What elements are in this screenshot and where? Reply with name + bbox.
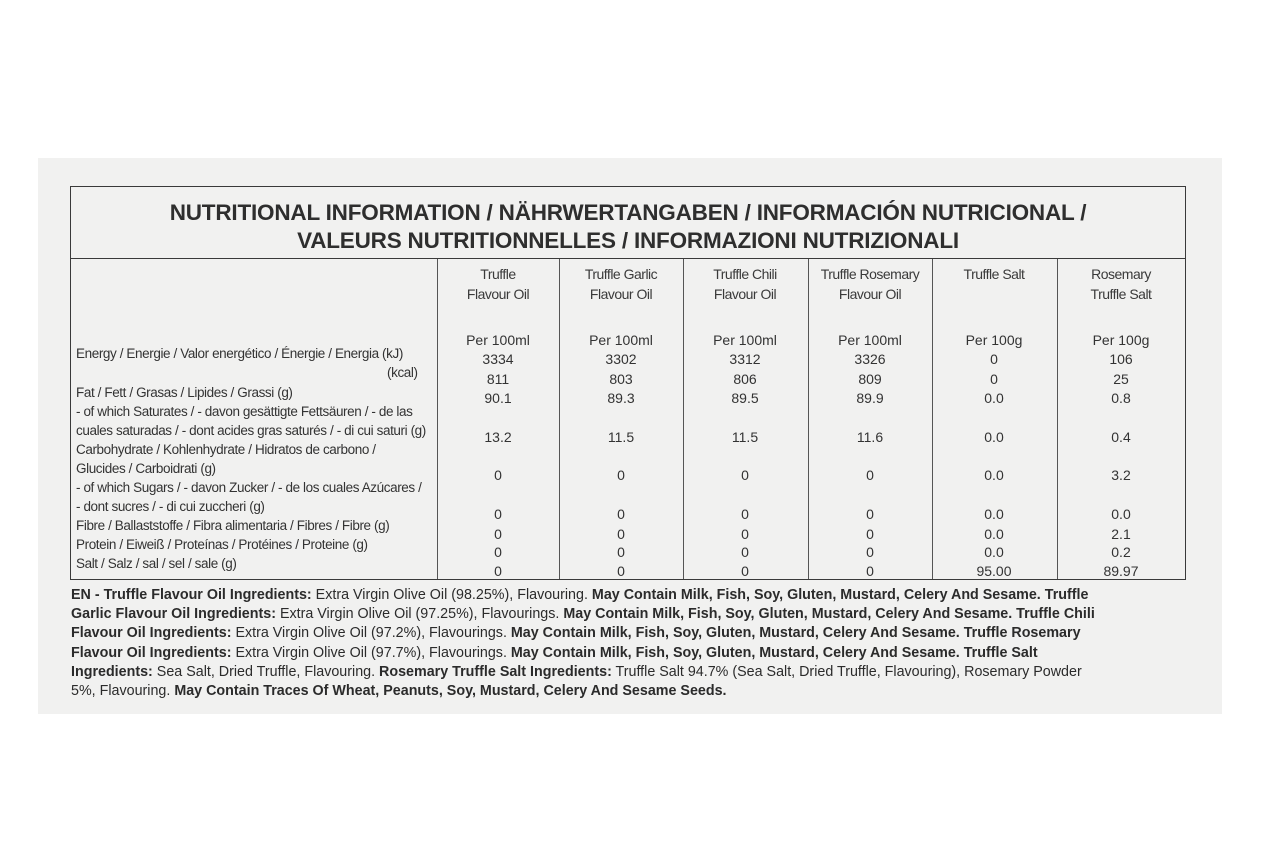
row-label-protein: Protein / Eiweiß / Proteínas / Protéines / Proteine (g) <box>76 537 368 552</box>
value-protein: 0.0 <box>984 544 1004 560</box>
value-fat: 89.9 <box>856 390 884 406</box>
row-label-sugars: - of which Sugars / - davon Zucker / - de los cuales Azúcares / <box>76 480 422 495</box>
value-fat: 90.1 <box>484 390 512 406</box>
row-label-energy-kcal: (kcal) <box>387 365 418 380</box>
value-saturates: 11.5 <box>731 429 759 445</box>
value-carbs: 0 <box>866 467 874 483</box>
value-fat: 0.0 <box>984 390 1004 406</box>
value-carbs: 3.2 <box>1111 467 1131 483</box>
value-energy-kj: 3312 <box>729 351 761 367</box>
column-divider <box>932 259 933 579</box>
column-header-3: Truffle Chili Flavour Oil <box>713 266 777 302</box>
nutrition-label <box>38 158 1222 714</box>
value-energy-kcal: 811 <box>486 371 510 387</box>
value-energy-kj: 106 <box>1109 351 1133 367</box>
value-saturates: 0.4 <box>1111 429 1131 445</box>
value-sugars: 0 <box>866 506 874 522</box>
value-fat: 89.5 <box>731 390 759 406</box>
row-label-carbohydrate: Carbohydrate / Kohlenhydrate / Hidratos de carbono / <box>76 442 376 457</box>
row-label-carbohydrate-cont: Glucides / Carboidrati (g) <box>76 461 216 476</box>
value-carbs: 0 <box>617 467 625 483</box>
value-energy-kcal: 809 <box>858 371 882 387</box>
value-fibre: 0.0 <box>984 526 1004 542</box>
value-fibre: 0 <box>866 526 874 542</box>
column-unit: Per 100ml <box>466 332 530 348</box>
value-saturates: 0.0 <box>984 429 1004 445</box>
value-fat: 89.3 <box>607 390 635 406</box>
value-protein: 0 <box>741 544 749 560</box>
value-saturates: 11.6 <box>856 429 884 445</box>
column-divider <box>808 259 809 579</box>
value-carbs: 0 <box>741 467 749 483</box>
row-label-saturates-cont: cuales saturadas / - dont acides gras saturés / - di cui saturi (g) <box>76 423 426 438</box>
value-salt: 0 <box>741 563 749 579</box>
value-sugars: 0 <box>494 506 502 522</box>
value-salt: 89.97 <box>1103 563 1139 579</box>
column-divider <box>559 259 560 579</box>
table-title <box>71 187 1185 259</box>
value-energy-kcal: 803 <box>609 371 633 387</box>
ingredients-text: EN - Truffle Flavour Oil Ingredients: Extra Virgin Olive Oil (98.25%), Flavouring. May Contain Milk, Fish, Soy, Gluten, Mustard, Celery And Sesame. Truffle Garlic Flavour Oil Ingredients: Extra Virgin Olive Oil (97.25%), Flavourings. May Contain Milk, Fish, Soy, Gluten, Mustard, Celery And Sesame. Truffle Chili Flavour Oil Ingredients: Extra Virgin Olive Oil (97.2%), Flavourings. May Contain Milk, Fish, Soy, Gluten, Mustard, Celery And Sesame. Truffle Rosemary Flavour Oil Ingredients: Extra Virgin Olive Oil (97.7%), Flavourings. May Contain Milk, Fish, Soy, Gluten, Mustard, Celery And Sesame. Truffle Salt Ingredients: Sea Salt, Dried Truffle, Flavouring. Rosemary Truffle Salt Ingredients: Truffle Salt 94.7% (Sea Salt, Dried Truffle, Flavouring), Rosemary Powder 5%, Flavouring. May Contain Traces Of Wheat, Peanuts, Soy, Mustard, Celery And Sesame Seeds. <box>71 587 1095 700</box>
row-label-sugars-cont: - dont sucres / - di cui zuccheri (g) <box>76 499 265 514</box>
value-protein: 0.2 <box>1111 544 1131 560</box>
value-salt: 95.00 <box>976 563 1012 579</box>
value-fibre: 0 <box>617 526 625 542</box>
value-carbs: 0.0 <box>984 467 1004 483</box>
value-energy-kcal: 806 <box>733 371 757 387</box>
value-energy-kj: 3302 <box>605 351 637 367</box>
row-label-fat: Fat / Fett / Grasas / Lipides / Grassi (g) <box>76 385 293 400</box>
column-header-5: Truffle Salt <box>963 266 1025 282</box>
column-unit: Per 100ml <box>713 332 777 348</box>
value-protein: 0 <box>617 544 625 560</box>
value-protein: 0 <box>866 544 874 560</box>
column-divider <box>683 259 684 579</box>
value-energy-kj: 0 <box>990 351 998 367</box>
value-energy-kj: 3334 <box>482 351 514 367</box>
column-header-1: Truffle Flavour Oil <box>466 266 530 302</box>
value-sugars: 0 <box>617 506 625 522</box>
row-label-salt: Salt / Salz / sal / sel / sale (g) <box>76 556 237 571</box>
value-salt: 0 <box>617 563 625 579</box>
value-energy-kj: 3326 <box>854 351 886 367</box>
value-sugars: 0.0 <box>1111 506 1131 522</box>
value-fibre: 0 <box>741 526 749 542</box>
nutrition-table <box>70 186 1186 580</box>
column-unit: Per 100g <box>965 332 1023 348</box>
value-saturates: 11.5 <box>607 429 635 445</box>
value-salt: 0 <box>494 563 502 579</box>
value-energy-kcal: 0 <box>990 371 998 387</box>
column-divider <box>1057 259 1058 579</box>
value-fibre: 0 <box>494 526 502 542</box>
value-sugars: 0 <box>741 506 749 522</box>
value-fat: 0.8 <box>1111 390 1131 406</box>
value-energy-kcal: 25 <box>1113 371 1129 387</box>
column-header-4: Truffle Rosemary Flavour Oil <box>820 266 920 302</box>
column-unit: Per 100ml <box>838 332 902 348</box>
value-sugars: 0.0 <box>984 506 1004 522</box>
value-salt: 0 <box>866 563 874 579</box>
row-label-saturates: - of which Saturates / - davon gesättigte Fettsäuren / - de las <box>76 404 413 419</box>
column-header-6: Rosemary Truffle Salt <box>1090 266 1152 302</box>
value-fibre: 2.1 <box>1111 526 1131 542</box>
column-unit: Per 100g <box>1092 332 1150 348</box>
title-line-2: VALEURS NUTRITIONNELLES / INFORMAZIONI NUTRIZIONALI <box>297 228 959 253</box>
value-saturates: 13.2 <box>484 429 512 445</box>
row-label-energy-kj: Energy / Energie / Valor energético / Énergie / Energia (kJ) <box>76 346 403 361</box>
value-protein: 0 <box>494 544 502 560</box>
column-header-2: Truffle Garlic Flavour Oil <box>584 266 658 302</box>
column-unit: Per 100ml <box>589 332 653 348</box>
title-line-1: NUTRITIONAL INFORMATION / NÄHRWERTANGABEN / INFORMACIÓN NUTRICIONAL / <box>169 200 1087 225</box>
row-label-fibre: Fibre / Ballaststoffe / Fibra alimentaria / Fibres / Fibre (g) <box>76 518 390 533</box>
value-carbs: 0 <box>494 467 502 483</box>
nutrition-grid <box>71 259 1185 579</box>
